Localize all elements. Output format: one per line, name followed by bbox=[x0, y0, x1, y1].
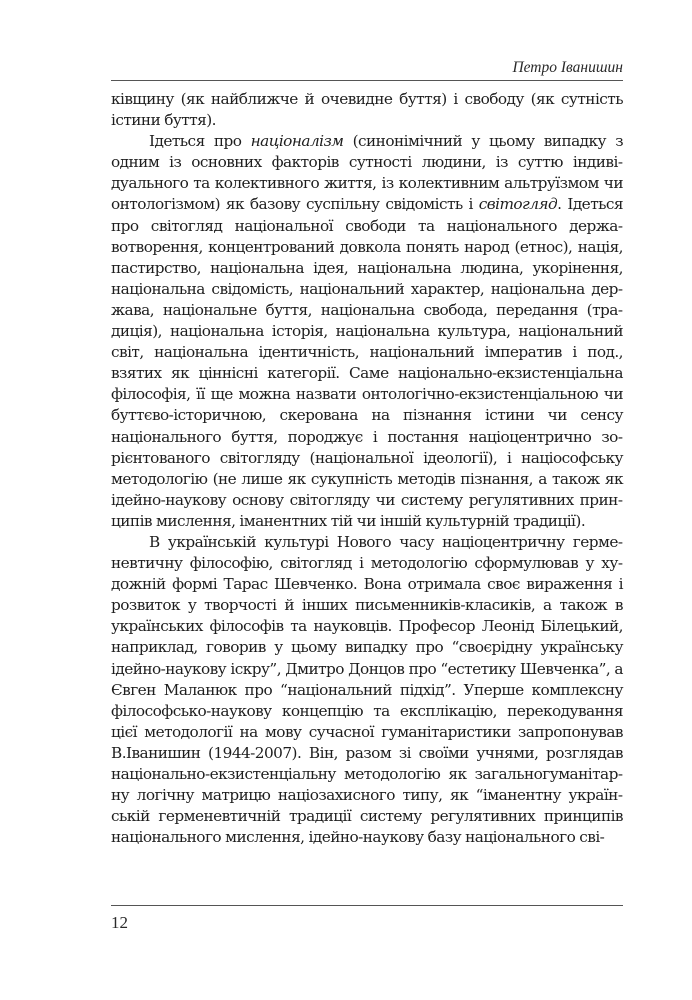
text-run: . Ідеться про світогляд національної свободи та національного державотворення, концентрований довкола понять народ (етнос), нація, пастирство, національна ідея, національна людина, укорінення, національна свідомість, національний характер, національна держава, національне буття, національна свобода, передання (традиція), національна історія, національна культура, національний світ, національна ідентичність, національний імператив і под., взятих як ціннісні категорії. Саме національно-екзистенціальна філософія, її ще можна назвати онтологічно-екзистенціальною чи буттєво-історичною, скерована на пізнання істини чи сенсу національного буття, породжує і постання націоцентрично зорієнтованого світогляду (національної ідеології), і націософську методологію (не лише як сукупність методів пізнання, а також як ідейно-наукову основу світогляду чи систему регулятивних принципів мислення, іманентних тій чи іншій культурній традиції). bbox=[111, 195, 623, 530]
paragraph bbox=[111, 532, 623, 848]
paragraph bbox=[111, 89, 623, 131]
header-rule bbox=[111, 80, 623, 81]
paragraph bbox=[111, 131, 623, 532]
running-head-author: Петро Іванишин bbox=[512, 59, 623, 76]
text-run: ківщину (як найближче й очевидне буття) і свободу (як сутність істини буття). bbox=[111, 90, 623, 130]
footer-rule bbox=[111, 905, 623, 906]
text-run: Ідеться про bbox=[149, 132, 251, 151]
body-text bbox=[111, 89, 623, 848]
text-run: В українській культурі Нового часу націоцентричну герменевтичну філософію, світогляд і методологію сформулював у художній формі Тарас Шевченко. Вона отримала своє вираження і розвиток у творчості й інших письменників-класиків, а також в українських філософів та науковців. Професор Леонід Білецький, наприклад, говорив у цьому випадку про “своєрідну українську ідейно-наукову іскру”, Дмитро Донцов про “естетику Шевченка”, а Євген Маланюк про “національний підхід”. Уперше комплексну філософсько-наукову концепцію та експлікацію, перекодування цієї методології на мову сучасної гуманітаристики запропонував В.Іванишин (1944-2007). Він, разом зі своїми учнями, розглядав національно-екзистенціальну методологію як загальногуманітарну логічну матрицю націозахисного типу, як “іманентну українській герменевтичній традиції систему регулятивних принципів національного мислення, ідейно-наукову базу національного сві- bbox=[111, 532, 623, 847]
emphasized-term: світогляд bbox=[478, 195, 558, 214]
emphasized-term: націоналізм bbox=[250, 132, 344, 151]
text-run: (синонімічний у цьому випадку з одним із основних факторів сутності людини, із суттю індивідуального та колективного життя, із колективним альтруїзмом чи онтологізмом) як базову суспільну свідомість і bbox=[111, 132, 623, 214]
page-number: 12 bbox=[111, 913, 128, 932]
